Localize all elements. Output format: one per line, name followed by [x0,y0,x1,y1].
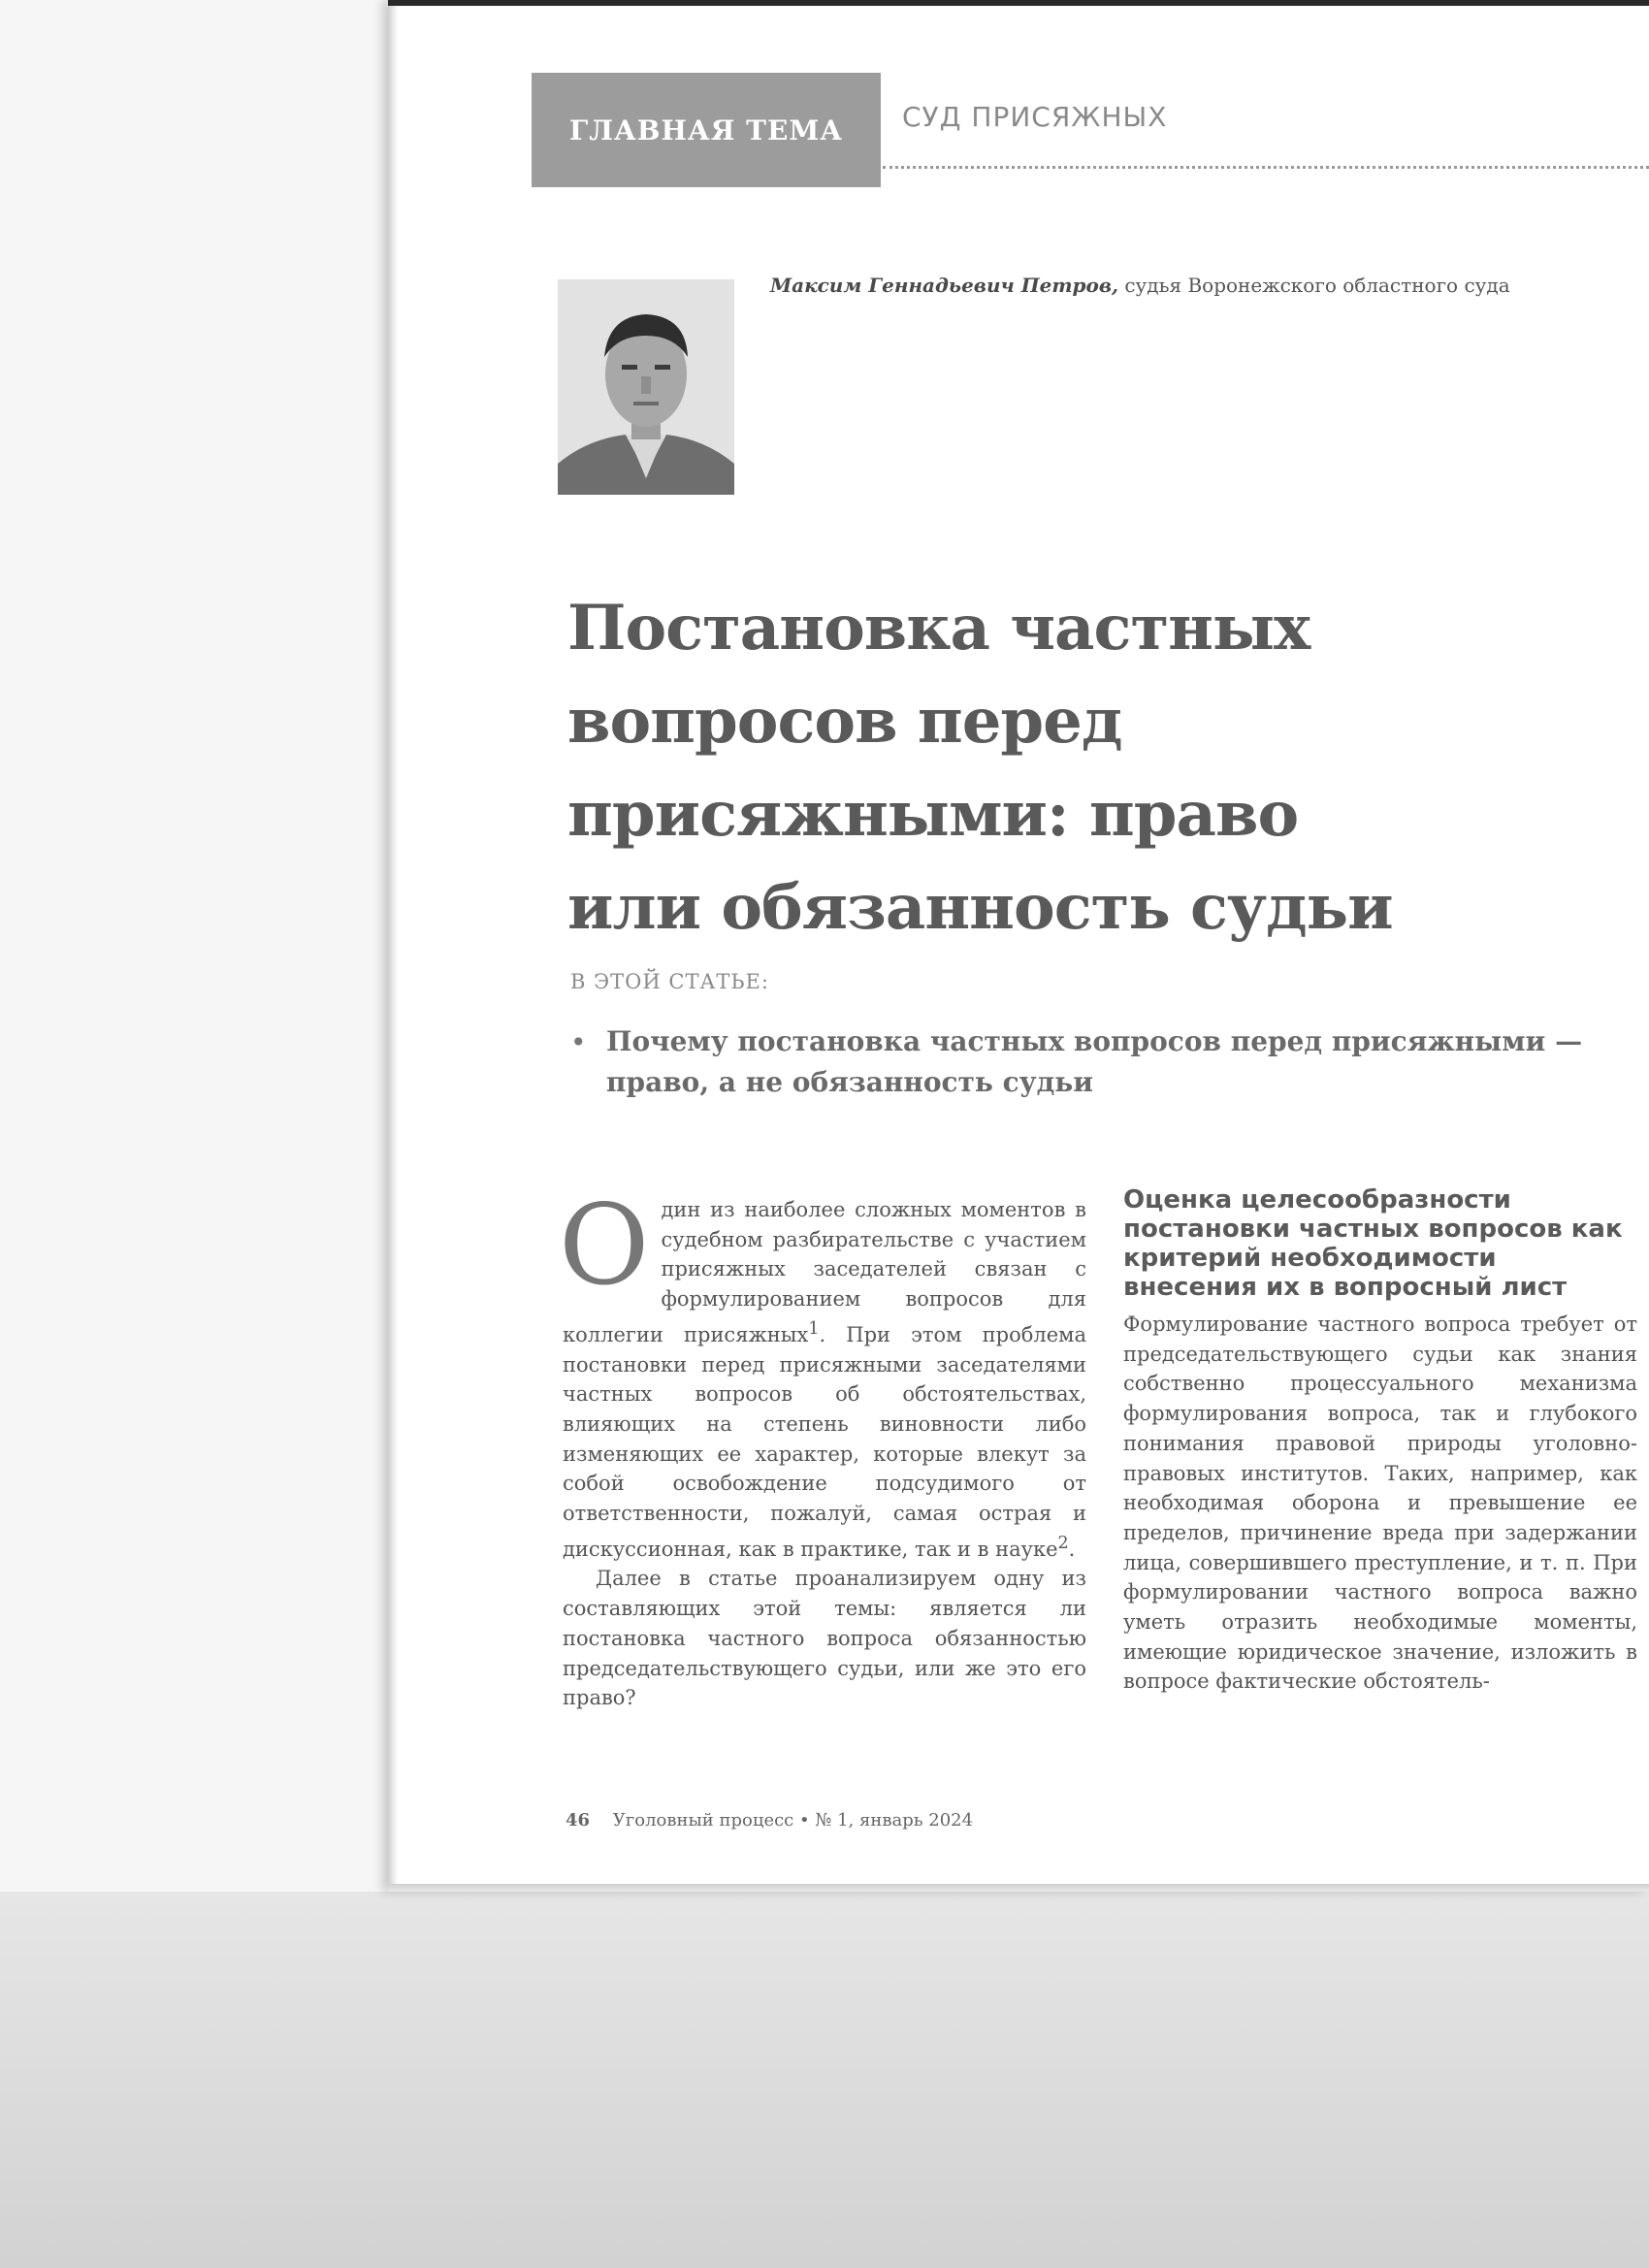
footnote-ref-1: 1 [808,1318,820,1339]
section-subheading: Оценка целесообразности постановки частных вопросов как критерий необходимости внесения их в вопросный лист [1123,1185,1623,1302]
paragraph: Далее в статье проанализируем одну из составляющих этой темы: является ли постановка частного вопроса обязанностью председательствующего судьи, или же это его право? [563,1567,1086,1710]
author-name: Максим Геннадьевич Петров, [770,274,1118,297]
section-rubric: ГЛАВНАЯ ТЕМА [532,73,881,187]
paragraph: Формулирование частного вопроса требует от председательствующего судьи как знания собственно процессуального механизма формулирования вопроса, так и глубокого понимания правовой природы уголовно-правовых институтов. Таких, например, как необходимая оборона и превышение ее пределов, причинение вреда при задержании лица, совершившего преступление, и т. п. При формулировании частного вопроса важно уметь отразить необходимые моменты, имеющие юридическое значение, изложить в вопросе фактические обстоятель- [1123,1312,1637,1694]
section-subrubric: СУД ПРИСЯЖНЫХ [902,101,1168,133]
page-top-edge [388,0,1649,6]
dropcap: О [559,1181,650,1310]
in-article-label: В ЭТОЙ СТАТЬЕ: [570,970,769,993]
article-column-right [1123,1185,1637,1697]
journal-page [388,0,1649,1892]
lead-paragraph: Один из наиболее сложных моментов в судебном разбирательстве с участием присяжных заседателей связан с формулированием вопросов для коллегии присяжных$^1$. При этом проблема постановки перед присяжными заседателями частных вопросов об обстоятельствах, влияющих на степень виновности либо изменяющих ее характер, которые влекут за собой освобождение подсудимого от ответственности, пожалуй, самая острая и дискуссионная, как в практике, так и в науке$^2$. [559,1181,1086,1561]
page-fold-shadow [388,6,398,1892]
author-photo [558,279,734,495]
scanner-background [0,1892,1649,2268]
article-bullet: Почему постановка частных вопросов перед присяжными — право, а не обязанность судьи [606,1025,1583,1098]
footnote-ref-2: 2 [1057,1533,1069,1553]
author-position: судья Воронежского областного суда [1124,274,1510,297]
page-footer [566,1810,973,1831]
header-dotted-rule [883,166,1649,169]
journal-issue: Уголовный процесс • № 1, январь 2024 [612,1810,974,1831]
article-title: Постановка частных вопросов перед присяжными: право или обязанность судьи [567,592,1393,944]
page-number: 46 [566,1810,591,1831]
author-credit [770,272,1624,299]
page-bottom-edge [388,1884,1649,1892]
article-column-left [559,1181,1086,1713]
bullet-marker: • [570,1026,587,1058]
author-portrait-icon [558,279,734,495]
